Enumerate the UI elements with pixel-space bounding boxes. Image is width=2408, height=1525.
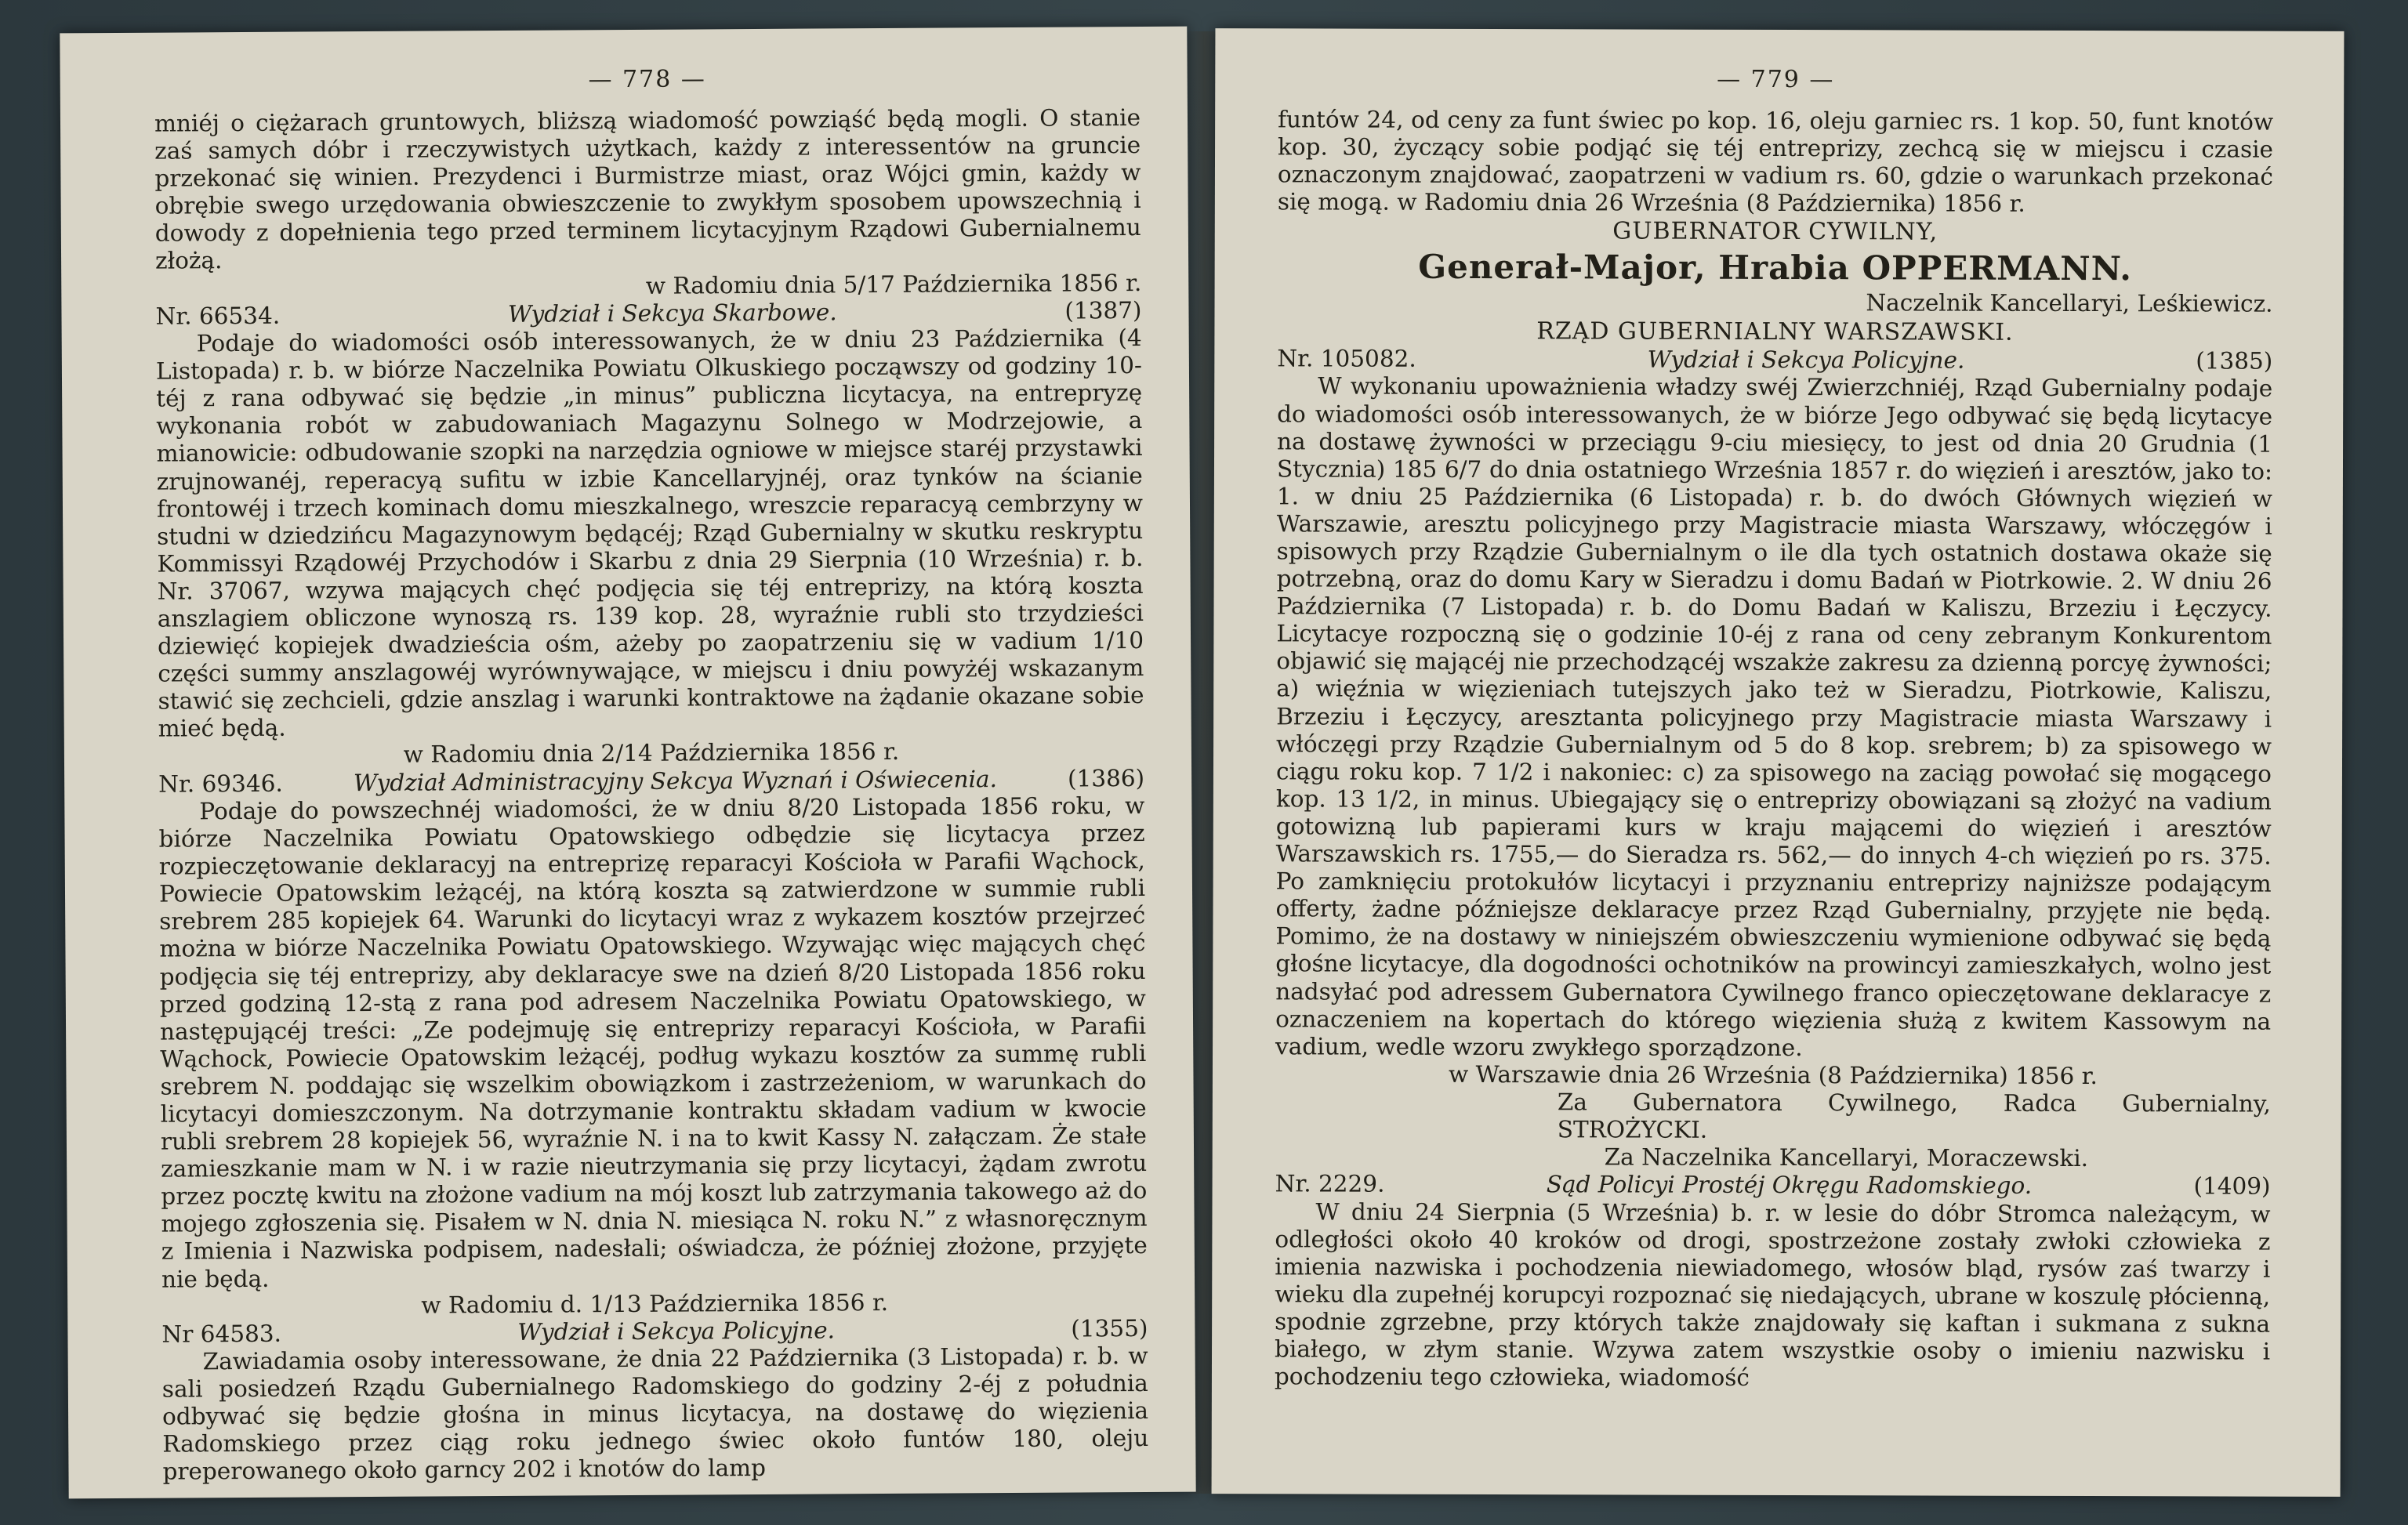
signatory: Za Gubernatora Cywilnego, Radca Gubernialny, STROŻYCKI.: [1557, 1089, 2271, 1143]
signatory: Za Naczelnika Kancellaryi, Moraczewski.: [1604, 1143, 2089, 1172]
notice-number: Nr. 105082.: [1277, 345, 1416, 372]
notice-department: Wydział i Sekcya Policyjne.: [1647, 346, 1965, 374]
notice-header: [1277, 345, 2272, 375]
heading: GUBERNATOR CYWILNY,: [1612, 217, 1938, 246]
body-paragraph: funtów 24, od ceny za funt świec po kop. 16, oleju garniec rs. 1 kop. 50, funt knotów kop. 30, życzący sobie podjąć się téj entreprizy, zechcą się w miejscu i czasie oznaczonym znajdować, zaopatrzeni w vadium rs. 60, gdzie o warunkach przekonać się mogą. w Radomiu dnia 26 Września (8 Października) 1856 r.: [1277, 106, 2274, 218]
notice-code: (1386): [1067, 764, 1145, 792]
left-page: [60, 27, 1195, 1499]
notice-paragraph: W dniu 24 Sierpnia (5 Września) b. r. w lesie do dóbr Stromca należącym, w odległości około 40 kroków od drogi, spostrzeżone zostały zwłoki człowieka z imienia nazwiska i pochodzenia niewiadomego, włosów bląd, rysów zaś twarzy i wieku dla zupełnéj korupcyi rozpoznać się niedających, ubrane w koszulę płócienną, spodnie zgrzebne, przy których także znajdowały się kaftan i sukmana z sukna białego, w złym stanie. Wzywa zatem wszystkie osoby o imieniu nazwisku i pochodzeniu tego człowieka, wiadomość: [1274, 1198, 2271, 1392]
dateline: w Radomiu d. 1/13 Października 1856 r.: [421, 1288, 889, 1319]
notice-number: Nr. 66534.: [155, 302, 281, 330]
notice-department: Wydział i Sekcya Skarbowe.: [507, 299, 837, 328]
notice-paragraph: Podaje do powszechnéj wiadomości, że w dniu 8/20 Listopada 1856 roku, w biórze Naczelnika Powiatu Opatowskiego odbędzie się licytacya przez rozpieczętowanie deklaracyj na entreprizę reparacyi Kościoła w Parafii Wąchock, Powiecie Opatowskim leżącéj, na którą koszta są zatwierdzone w summie rubli srebrem 285 kopiejek 64. Warunki do licytacyi wraz z wykazem kosztów przejrzeć można w biórze Naczelnika Powiatu Opatowskiego. Wzywając więc mających chęć podjęcia się téj entreprizy, aby deklaracye swe na dzień 8/20 Listopada 1856 roku przed godziną 12-stą z rana pod adresem Naczelnika Powiatu Opatowskiego, w następującéj treści: „Ze podejmuję się entreprizy reparacyi Kościoła, w Parafii Wąchock, Powiecie Opatowskim leżącéj, podług wykazu kosztów za summę rubli srebrem N. poddając się wszelkim obowiązkom i zastrzeżeniom, w warunkach do licytacyi domieszczonym. Na dotrzymanie kontraktu składam vadium w kwocie rubli srebrem 28 kopiejek 56, wyraźnie N. i na to kwit Kassy N. załączam. Że stałe zamieszkanie mam w N. i w razie nieutrzymania się przy licytacyi, żądam zwrotu przez pocztę kwitu na złożone vadium na mój koszt lub zatrzymania takowego aż do mojego zgłoszenia się. Pisałem w N. dnia N. miesiąca N. roku N.” z własnoręcznym z Imienia i Nazwiska podpisem, nadesłali; oświadcza, że później złożone, przyjęte nie będą.: [158, 791, 1148, 1293]
left-page-text: [154, 104, 1149, 1486]
notice-code: (1355): [1071, 1314, 1148, 1342]
notice-department: Sąd Policyi Prostéj Okręgu Radomskiego.: [1546, 1171, 2033, 1200]
notice-number: Nr 64583.: [161, 1320, 282, 1348]
notice-code: (1385): [2196, 347, 2273, 375]
dateline: w Radomiu dnia 5/17 Października 1856 r.: [645, 269, 1142, 299]
notice-paragraph: Zawiadamia osoby interessowane, że dnia 22 Października (3 Listopada) r. b. w sali posiedzeń Rządu Gubernialnego Radomskiego do godziny 2-éj z południa odbywać się będzie głośna in minus licytacya, na dostawę do więzienia Radomskiego przez ciąg roku jednego świec około funtów 180, oleju preperowanego około garncy 202 i knotów do lamp: [161, 1342, 1149, 1486]
notice-code: (1387): [1064, 296, 1142, 324]
notice-paragraph: W wykonaniu upoważnienia władzy swéj Zwierzchniéj, Rząd Gubernialny podaje do wiadomości osób interessowanych, że w biórze Jego odbywać się będą licytacye na dostawę żywności w przeciągu 9-ciu miesięcy, to jest od dnia 20 Grudnia (1 Stycznia) 185 6/7 do dnia ostatniego Września 1857 r. do więzień i aresztów, jako to: 1. w dniu 25 Października (6 Listopada) r. b. do dwóch Głównych więzień w Warszawie, aresztu policyjnego przy Magistracie miasta Warszawy, włóczęgów i spisowych przy Rządzie Gubernialnym o ile dla tych ostatnich dostawa okaże się potrzebną, oraz do domu Kary w Sieradzu i domu Badań w Piotrkowie. 2. W dniu 26 Października (7 Listopada) r. b. do Domu Badań w Kaliszu, Brzeziu i Łęczycy. Licytacye rozpoczną się o godzinie 10-éj z rana od ceny zebranym Konkurentom objawić się mającéj nie przechodzącéj wszakże zakresu za dzienną porcyę żywności; a) więźnia w więzieniach tutejszych jako też w Sieradzu, Piotrkowie, Kaliszu, Brzeziu i Łęczycy, aresztanta policyjnego przy Magistracie miasta Warszawy i włóczęgi przy Rządzie Gubernialnym od 5 do 8 kop. srebrem; b) za spisowego w ciągu roku kop. 7 1/2 i nakoniec: c) za spisowego na zaciąg powołać się mogącego kop. 13 1/2, in minus. Ubiegający się o entreprizy obowiązani są złożyć na vadium gotowizną lub papierami kurs w kraju mającemi do więzień i aresztów Warszawskich rs. 1755,— do Sieradza rs. 562,— do innych 4-ch więzień po rs. 375. Po zamknięciu protokułów licytacyi i przyznaniu entreprizy najniższe podającym offerty, żadne późniejsze deklaracye przez Rząd Gubernialny, przyjęte nie będą. Pomimo, że na dostawy w niniejszém obwieszczeniu wymienione odbywać się będą głośne licytacye, dla dogodności ochotników na prowincyi zamieszkałych, wolno jest nadsyłać pod adressem Gubernatora Cywilnego franco opieczętowane deklaracye z oznaczeniem na kopertach do którego więzienia służą z kwitem Kassowym na vadium, wedle wzoru zwykłego sporządzone.: [1275, 372, 2273, 1061]
notice-paragraph: Podaje do wiadomości osób interessowanych, że w dniu 23 Października (4 Listopada) r. b. w biórze Naczelnika Powiatu Olkuskiego począwszy od godziny 10-téj z rana odbywać się będzie „in minus” publiczna licytacya, na entrepryzę wykonania robót w zabudowaniach Magazynu Solnego w Modrzejowie, a mianowicie: odbudowanie szopki na narzędzia ogniowe w miejsce staréj przystawki zrujnowanéj, reperacyą sufitu w izbie Kancellaryjnéj, oraz tynków na ścianie frontowéj i trzech kominach domu mieszkalnego, wreszcie reparacyą cembrzyny w studni w dziedzińcu Magazynowym będącéj; Rząd Gubernialny w skutku reskryptu Kommissyi Rządowéj Przychodów i Skarbu z dnia 29 Sierpnia (10 Września) r. b. Nr. 37067, wzywa mających chęć podjęcia się téj entreprizy, na którą koszta anszlagiem obliczone wynoszą rs. 139 kop. 28, wyraźnie rubli sto trzydzieści dziewięć kopiejek dwadzieścia ośm, ażeby po zaopatrzeniu się w vadium 1/10 części summy anszlagowéj wyrównywające, w miejscu i dniu powyżéj wskazanym stawić się zechcieli, gdzie anszlag i warunki kontraktowe na żądanie okazane sobie mieć będą.: [155, 324, 1144, 743]
notice-department: Wydział i Sekcya Policyjne.: [517, 1317, 836, 1346]
body-paragraph: mniéj o ciężarach gruntowych, bliższą wiadomość powziąść będą mogli. O stanie zaś samych dóbr i rzeczywistych użytkach, każdy z interessentów na gruncie przekonać się winien. Prezydenci i Burmistrze miast, oraz Wójci gmin, każdy w obrębie swego urzędowania obwieszczenie to zwykłym sposobem upowszechnią i dowody z dopełnienia tego przed terminem licytacyjnym Rządowi Gubernialnemu złożą.: [154, 103, 1141, 275]
notice-number: Nr. 2229.: [1275, 1170, 1385, 1197]
dateline: w Radomiu dnia 2/14 Października 1856 r.: [403, 738, 900, 769]
right-page-text: [1275, 106, 2273, 1393]
heading: RZĄD GUBERNIALNY WARSZAWSKI.: [1536, 317, 2014, 346]
notice-code: (1409): [2193, 1172, 2271, 1200]
notice-header: [1275, 1170, 2271, 1201]
signature-title: Generał-Major, Hrabia OPPERMANN.: [1418, 247, 2133, 288]
notice-department: Wydział Administracyjny Sekcya Wyznań i Oświecenia.: [353, 765, 998, 796]
page-number: — 778 —: [588, 65, 706, 94]
dateline: Naczelnik Kancellaryi, Leśkiewicz.: [1866, 289, 2273, 318]
notice-number: Nr. 69346.: [158, 770, 283, 798]
right-page: [1212, 28, 2345, 1497]
dateline: w Warszawie dnia 26 Września (8 Października) 1856 r.: [1448, 1060, 2098, 1089]
page-number: — 779 —: [1717, 65, 1835, 94]
